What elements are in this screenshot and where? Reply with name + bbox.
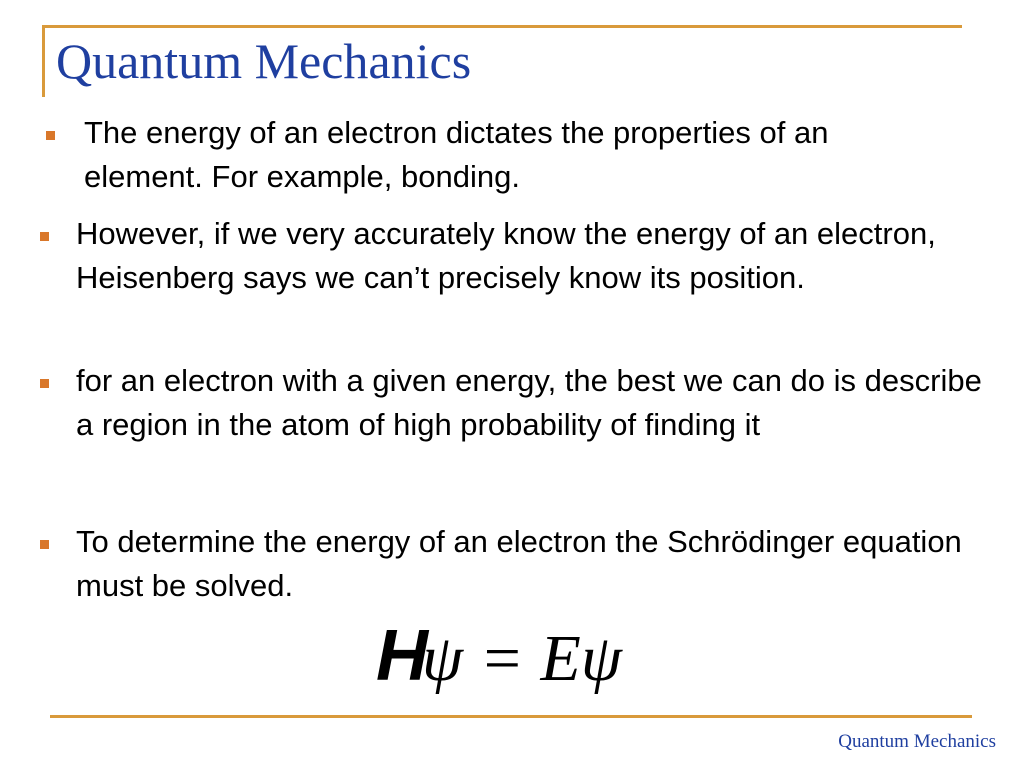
top-accent-rule	[42, 25, 962, 28]
left-accent-rule	[42, 25, 45, 97]
bullet-text: However, if we very accurately know the energy of an electron, Heisenberg says we can’t precisely know its position.	[76, 216, 936, 296]
square-bullet-icon	[46, 131, 55, 140]
bullet-text: The energy of an electron dictates the properties of an element. For example, bonding.	[84, 115, 829, 195]
equation-rest: ψ = Eψ	[422, 622, 622, 695]
footer-accent-rule	[50, 715, 972, 718]
footer-title: Quantum Mechanics	[838, 731, 996, 752]
bullet-text: for an electron with a given energy, the best we can do is describe a region in the atom of high probability of finding it	[76, 363, 982, 443]
bullet-text: To determine the energy of an electron the Schrödinger equation must be solved.	[76, 524, 962, 604]
slide-title: Quantum Mechanics	[56, 33, 472, 89]
square-bullet-icon	[40, 379, 49, 388]
square-bullet-icon	[40, 540, 49, 549]
hamiltonian-operator: H	[376, 616, 426, 696]
schrodinger-equation	[376, 615, 622, 705]
square-bullet-icon	[40, 232, 49, 241]
